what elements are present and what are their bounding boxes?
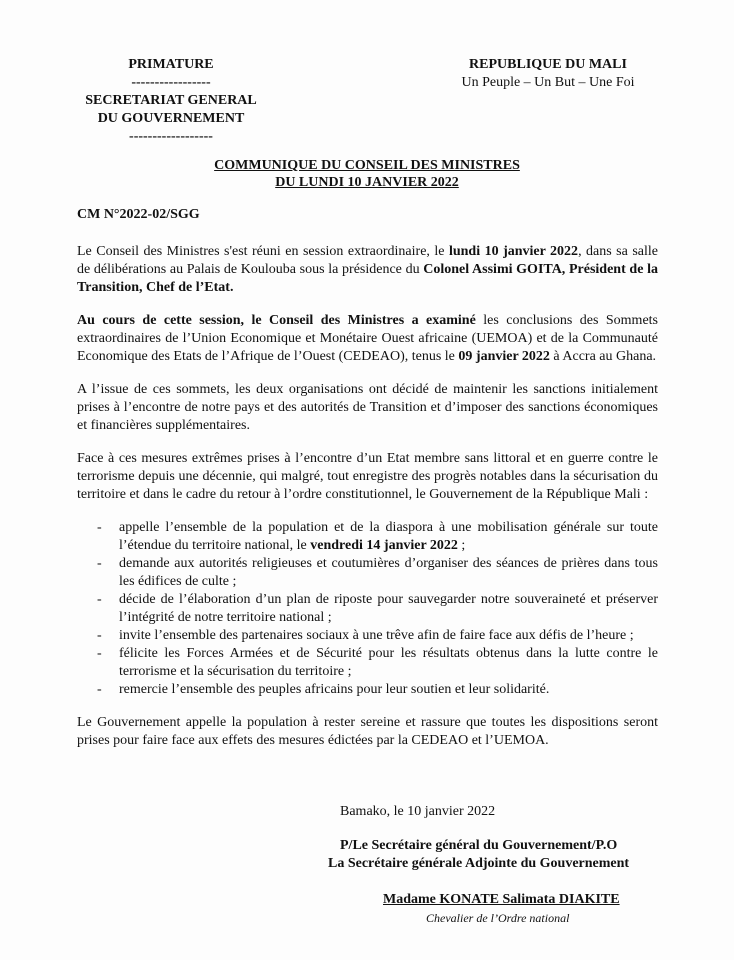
header-right-block xyxy=(448,56,648,92)
signatory-distinction: Chevalier de l’Ordre national xyxy=(426,911,570,925)
text-run: appelle l’ensemble de la population et de la diaspora à une mobilisation générale sur toute l’étendue du territoire national, le xyxy=(119,520,658,553)
header-separator: ----------------- xyxy=(131,75,211,90)
title-line: COMMUNIQUE DU CONSEIL DES MINISTRES xyxy=(214,158,520,173)
text-run: décide de l’élaboration d’un plan de riposte pour sauvegarder notre souveraineté et préserver l’intégrité de notre territoire national ; xyxy=(119,592,658,625)
signatory-line: P/Le Secrétaire général du Gouvernement/P.O xyxy=(340,838,618,853)
paragraph: A l’issue de ces sommets, les deux organisations ont décidé de maintenir les sanctions initialement prises à l’encontre de notre pays et des autorités de Transition et d’imposer des sanctions économiques et financières supplémentaires. xyxy=(77,382,658,433)
signatory-line: La Secrétaire générale Adjointe du Gouvernement xyxy=(328,856,630,871)
list-item xyxy=(77,555,658,591)
list-dash: - xyxy=(97,646,102,661)
list-dash: - xyxy=(97,592,102,607)
text-run: invite l’ensemble des partenaires sociaux à une trêve afin de faire face aux défis de l’heure ; xyxy=(119,628,634,643)
measures-list xyxy=(77,519,658,699)
paragraph: Le Gouvernement appelle la population à rester sereine et rassure que toutes les dispositions seront prises pour faire face aux effets des mesures édictées par la CEDEAO et l’UEMOA. xyxy=(77,715,658,748)
text-run: , dans sa salle de délibérations au Palais de Koulouba sous la présidence du xyxy=(77,244,658,277)
document-title xyxy=(0,157,734,191)
paragraph xyxy=(77,312,658,366)
paragraph: Face à ces mesures extrêmes prises à l’encontre d’un Etat membre sans littoral et en guerre contre le terrorisme depuis une décennie, qui malgré, tout enregistre des progrès notables dans la sécurisation du territoire et dans le cadre du retour à l’ordre constitutionnel, le Gouvernement de la République Mali : xyxy=(77,451,658,502)
list-item xyxy=(77,519,658,555)
text-run: demande aux autorités religieuses et coutumières d’organiser des séances de prières dans tous les édifices de culte ; xyxy=(119,556,658,589)
list-dash: - xyxy=(97,682,102,697)
text-run: les conclusions des Sommets extraordinaires de l’Union Economique et Monétaire Ouest africaine (UEMOA) et de la Communauté Economique des Etats de l’Afrique de l’Ouest (CEDEAO), tenus le xyxy=(77,313,658,364)
paragraph xyxy=(77,243,658,297)
text-run: à Accra au Ghana. xyxy=(549,349,657,364)
header-left-block xyxy=(76,56,266,146)
bold-run: 09 janvier 2022 xyxy=(458,349,550,364)
title-line: DU LUNDI 10 JANVIER 2022 xyxy=(275,175,459,190)
list-dash: - xyxy=(97,520,102,535)
text-run: ; xyxy=(457,538,466,553)
header-motto: Un Peuple – Un But – Une Foi xyxy=(461,75,635,90)
bold-run: vendredi 14 janvier 2022 xyxy=(310,538,458,553)
header-gouvernement: DU GOUVERNEMENT xyxy=(97,111,245,126)
header-separator: ------------------ xyxy=(129,129,213,144)
text-run: Le Conseil des Ministres s'est réuni en session extraordinaire, le xyxy=(77,244,449,259)
text-run: remercie l’ensemble des peuples africains pour leur soutien et leur solidarité. xyxy=(119,682,550,697)
header-country: REPUBLIQUE DU MALI xyxy=(469,57,627,72)
place-date: Bamako, le 10 janvier 2022 xyxy=(340,804,496,819)
list-item xyxy=(77,627,658,645)
list-item xyxy=(77,591,658,627)
header-primature: PRIMATURE xyxy=(128,57,214,72)
signatory-name: Madame KONATE Salimata DIAKITE xyxy=(383,892,620,907)
bold-run: Au cours de cette session, le Conseil des Ministres a examiné xyxy=(77,313,476,328)
document-reference: CM N°2022-02/SGG xyxy=(77,207,200,222)
list-item xyxy=(77,681,658,699)
list-dash: - xyxy=(97,628,102,643)
document-body xyxy=(77,243,658,765)
text-run: félicite les Forces Armées et de Sécurité pour les résultats obtenus dans la lutte contre le terrorisme et la sécurisation du territoire ; xyxy=(119,646,658,679)
header-secretariat: SECRETARIAT GENERAL xyxy=(85,93,257,108)
bold-run: lundi 10 janvier 2022 xyxy=(448,244,579,259)
list-item xyxy=(77,645,658,681)
bold-run: Colonel Assimi GOITA, Président de la Transition, Chef de l’Etat. xyxy=(77,262,658,295)
list-dash: - xyxy=(97,556,102,571)
